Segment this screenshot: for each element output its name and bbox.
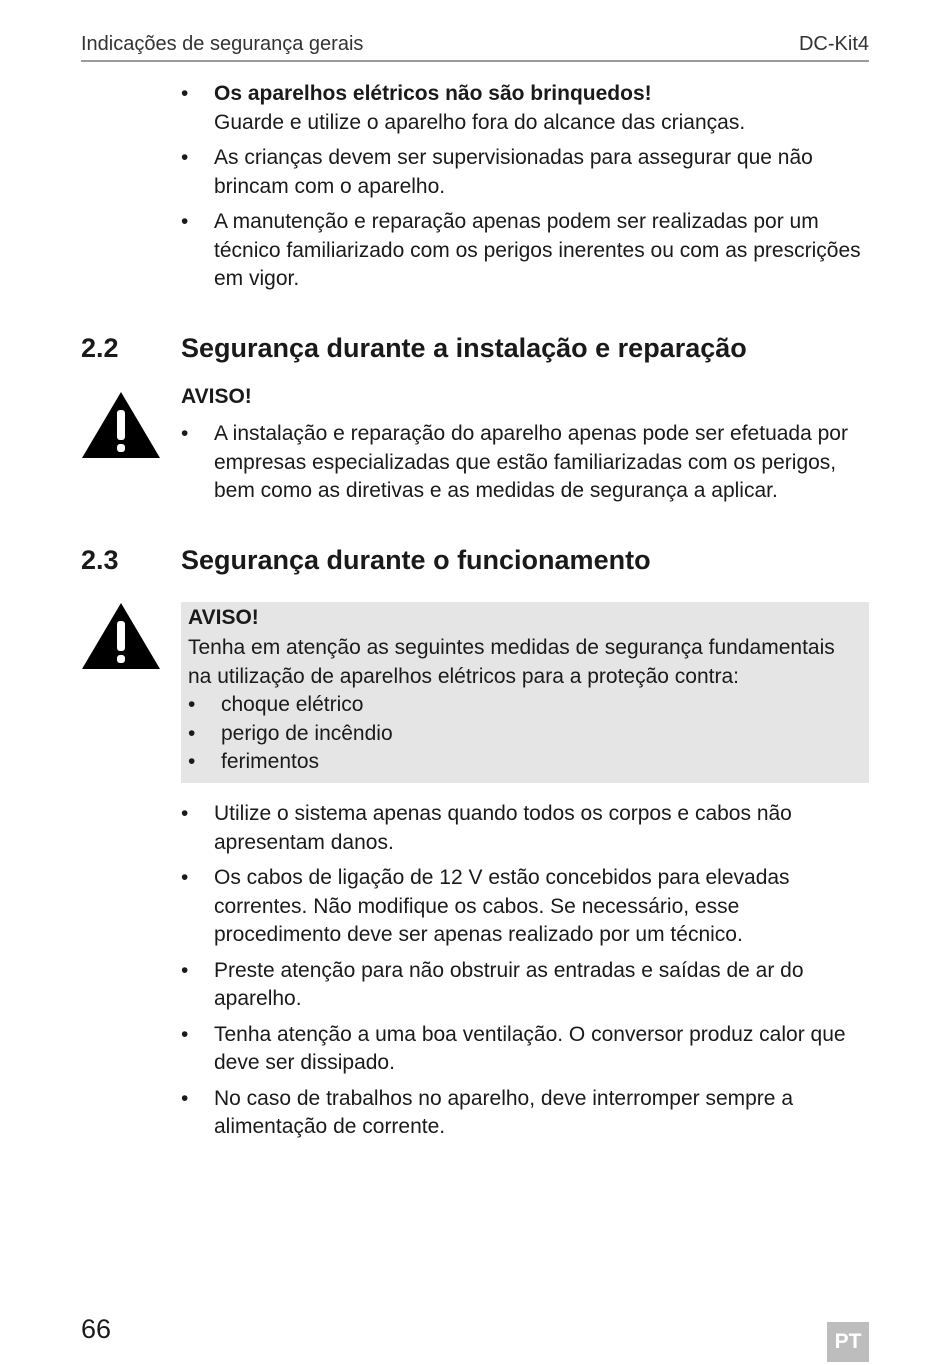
bullet-text: As crianças devem ser supervisionadas para assegurar que não brincam com o aparelho. [214,146,813,198]
bullet-text: Tenha atenção a uma boa ventilação. O conversor produz calor que deve ser dissipado. [214,1022,846,1074]
bullet-bold-text: • Os aparelhos elétricos não são brinquedos! [214,82,652,105]
list-item [181,957,869,1014]
warning-hazard-list [188,691,393,777]
header-section-title: Indicações de segurança gerais [81,33,364,55]
list-item [181,864,869,950]
language-badge: PT [827,1322,869,1362]
warning-box [181,602,869,783]
warning-intro: Tenha em atenção as seguintes medidas de segurança fundamentais na utilização de aparelhos elétricos para a proteção contra: [188,636,835,688]
header-product-name: DC-Kit4 [798,33,869,55]
list-item [181,208,869,294]
list-item: • perigo de incêndio [188,720,393,749]
bullet-text: A manutenção e reparação apenas podem ser realizadas por um técnico familiarizado com os perigos inerentes ou com as prescrições em vigor. [214,210,861,290]
installation-bullet-list [181,420,869,513]
list-item [181,420,869,506]
list-item [181,1085,869,1142]
list-item [181,1021,869,1078]
list-item: • ferimentos [188,748,393,777]
bullet-text: No caso de trabalhos no aparelho, deve interromper sempre a alimentação de corrente. [214,1086,793,1138]
list-item [181,80,869,137]
operation-bullet-list [181,800,869,1149]
intro-bullet-list [181,80,869,301]
warning-triangle-icon [81,601,161,671]
page-header [81,30,869,62]
warning-triangle-icon [81,390,161,460]
section-number: 2.2 [81,333,119,363]
bullet-text: A instalação e reparação do aparelho apenas pode ser efetuada por empresas especializadas que estão familiarizadas com os perigos, bem como as diretivas e as medidas de segurança a aplicar. [214,422,848,502]
page-number: 66 [81,1314,112,1344]
list-item [181,144,869,201]
bullet-text: Os cabos de ligação de 12 V estão concebidos para elevadas correntes. Não modifique os cabos. Se necessário, esse procedimento deve ser apenas realizado por um técnico. [214,866,790,946]
bullet-text: Utilize o sistema apenas quando todos os corpos e cabos não apresentam danos. [214,802,792,854]
bullet-text: Preste atenção para não obstruir as entradas e saídas de ar do aparelho. [214,958,804,1010]
bullet-text: Guarde e utilize o aparelho fora do alcance das crianças. [214,110,746,134]
section-title: Segurança durante a instalação e reparação [181,333,747,363]
section-title: Segurança durante o funcionamento [181,545,651,575]
list-item: • choque elétrico [188,691,393,720]
list-item [181,800,869,857]
warning-label: AVISO! [181,385,252,408]
warning-label: AVISO! [188,606,259,629]
section-number: 2.3 [81,545,119,575]
